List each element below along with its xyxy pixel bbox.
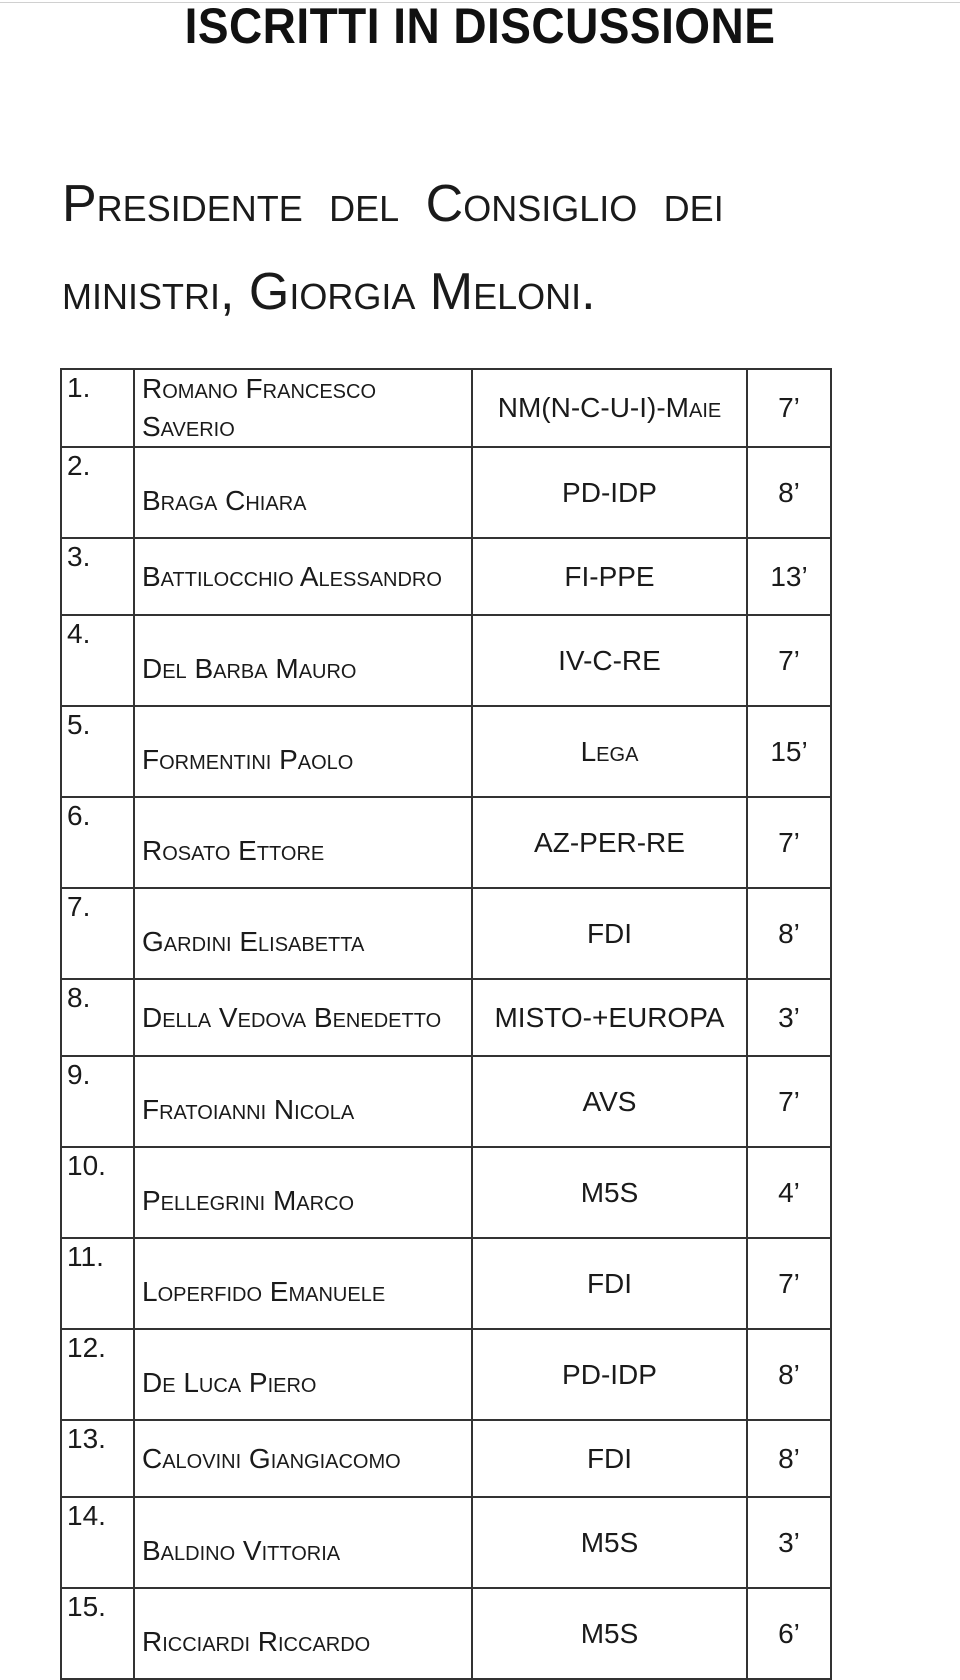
speaker-name: Ricciardi Riccardo [134,1588,472,1679]
row-number: 12. [61,1329,134,1420]
table-row [61,447,831,538]
party-group: FDI [472,888,747,979]
speaker-name: Gardini Elisabetta [134,888,472,979]
speaking-time: 3’ [747,979,831,1056]
table-row [61,369,831,447]
row-number: 8. [61,979,134,1056]
row-number: 10. [61,1147,134,1238]
speaking-time: 4’ [747,1147,831,1238]
speaking-time: 8’ [747,1329,831,1420]
speaker-name: Pellegrini Marco [134,1147,472,1238]
table-row [61,888,831,979]
speaker-name: Fratoianni Nicola [134,1056,472,1147]
party-group: MISTO-+EUROPA [472,979,747,1056]
table-row [61,538,831,615]
party-group: M5S [472,1147,747,1238]
speaking-time: 7’ [747,369,831,447]
row-number: 5. [61,706,134,797]
table-row [61,797,831,888]
row-number: 7. [61,888,134,979]
speaking-time: 8’ [747,888,831,979]
speaker-name: Braga Chiara [134,447,472,538]
speaking-time: 8’ [747,447,831,538]
speaker-name: Formentini Paolo [134,706,472,797]
row-number: 6. [61,797,134,888]
row-number: 11. [61,1238,134,1329]
speaking-time: 7’ [747,797,831,888]
table-row [61,615,831,706]
speaker-name: Romano Francesco Saverio [134,369,472,447]
speaker-name: Loperfido Emanuele [134,1238,472,1329]
speaker-name: Calovini Giangiacomo [134,1420,472,1497]
speaking-time: 15’ [747,706,831,797]
speaking-time: 7’ [747,1056,831,1147]
subtitle-line-1: Presidente del Consiglio dei [62,175,724,233]
speaker-name: Del Barba Mauro [134,615,472,706]
speaking-time: 13’ [747,538,831,615]
table-row [61,1420,831,1497]
row-number: 15. [61,1588,134,1679]
party-group: FDI [472,1420,747,1497]
table-row [61,1588,831,1679]
party-group: FDI [472,1238,747,1329]
party-group: M5S [472,1497,747,1588]
table-row [61,1147,831,1238]
party-group: AZ-PER-RE [472,797,747,888]
speaking-time: 8’ [747,1420,831,1497]
table-row [61,979,831,1056]
speaking-time: 3’ [747,1497,831,1588]
table-row [61,1497,831,1588]
row-number: 3. [61,538,134,615]
speakers-table [60,368,832,1680]
speaker-name: Della Vedova Benedetto [134,979,472,1056]
party-group: PD-IDP [472,1329,747,1420]
speaking-time: 7’ [747,1238,831,1329]
speaker-name: De Luca Piero [134,1329,472,1420]
party-group: FI-PPE [472,538,747,615]
table-row [61,1056,831,1147]
subtitle-line-2: ministri, Giorgia Meloni. [62,263,596,321]
row-number: 14. [61,1497,134,1588]
party-group: NM(N-C-U-I)-Maie [472,369,747,447]
page-title: ISCRITTI IN DISCUSSIONE [184,0,776,54]
party-group: M5S [472,1588,747,1679]
party-group: Lega [472,706,747,797]
party-group: PD-IDP [472,447,747,538]
row-number: 2. [61,447,134,538]
row-number: 9. [61,1056,134,1147]
speaker-name: Baldino Vittoria [134,1497,472,1588]
speaker-name: Rosato Ettore [134,797,472,888]
party-group: AVS [472,1056,747,1147]
speaker-name: Battilocchio Alessandro [134,538,472,615]
speaking-time: 6’ [747,1588,831,1679]
row-number: 4. [61,615,134,706]
row-number: 1. [61,369,134,447]
table-row [61,706,831,797]
table-row [61,1329,831,1420]
speaking-time: 7’ [747,615,831,706]
table-row [61,1238,831,1329]
party-group: IV-C-RE [472,615,747,706]
row-number: 13. [61,1420,134,1497]
